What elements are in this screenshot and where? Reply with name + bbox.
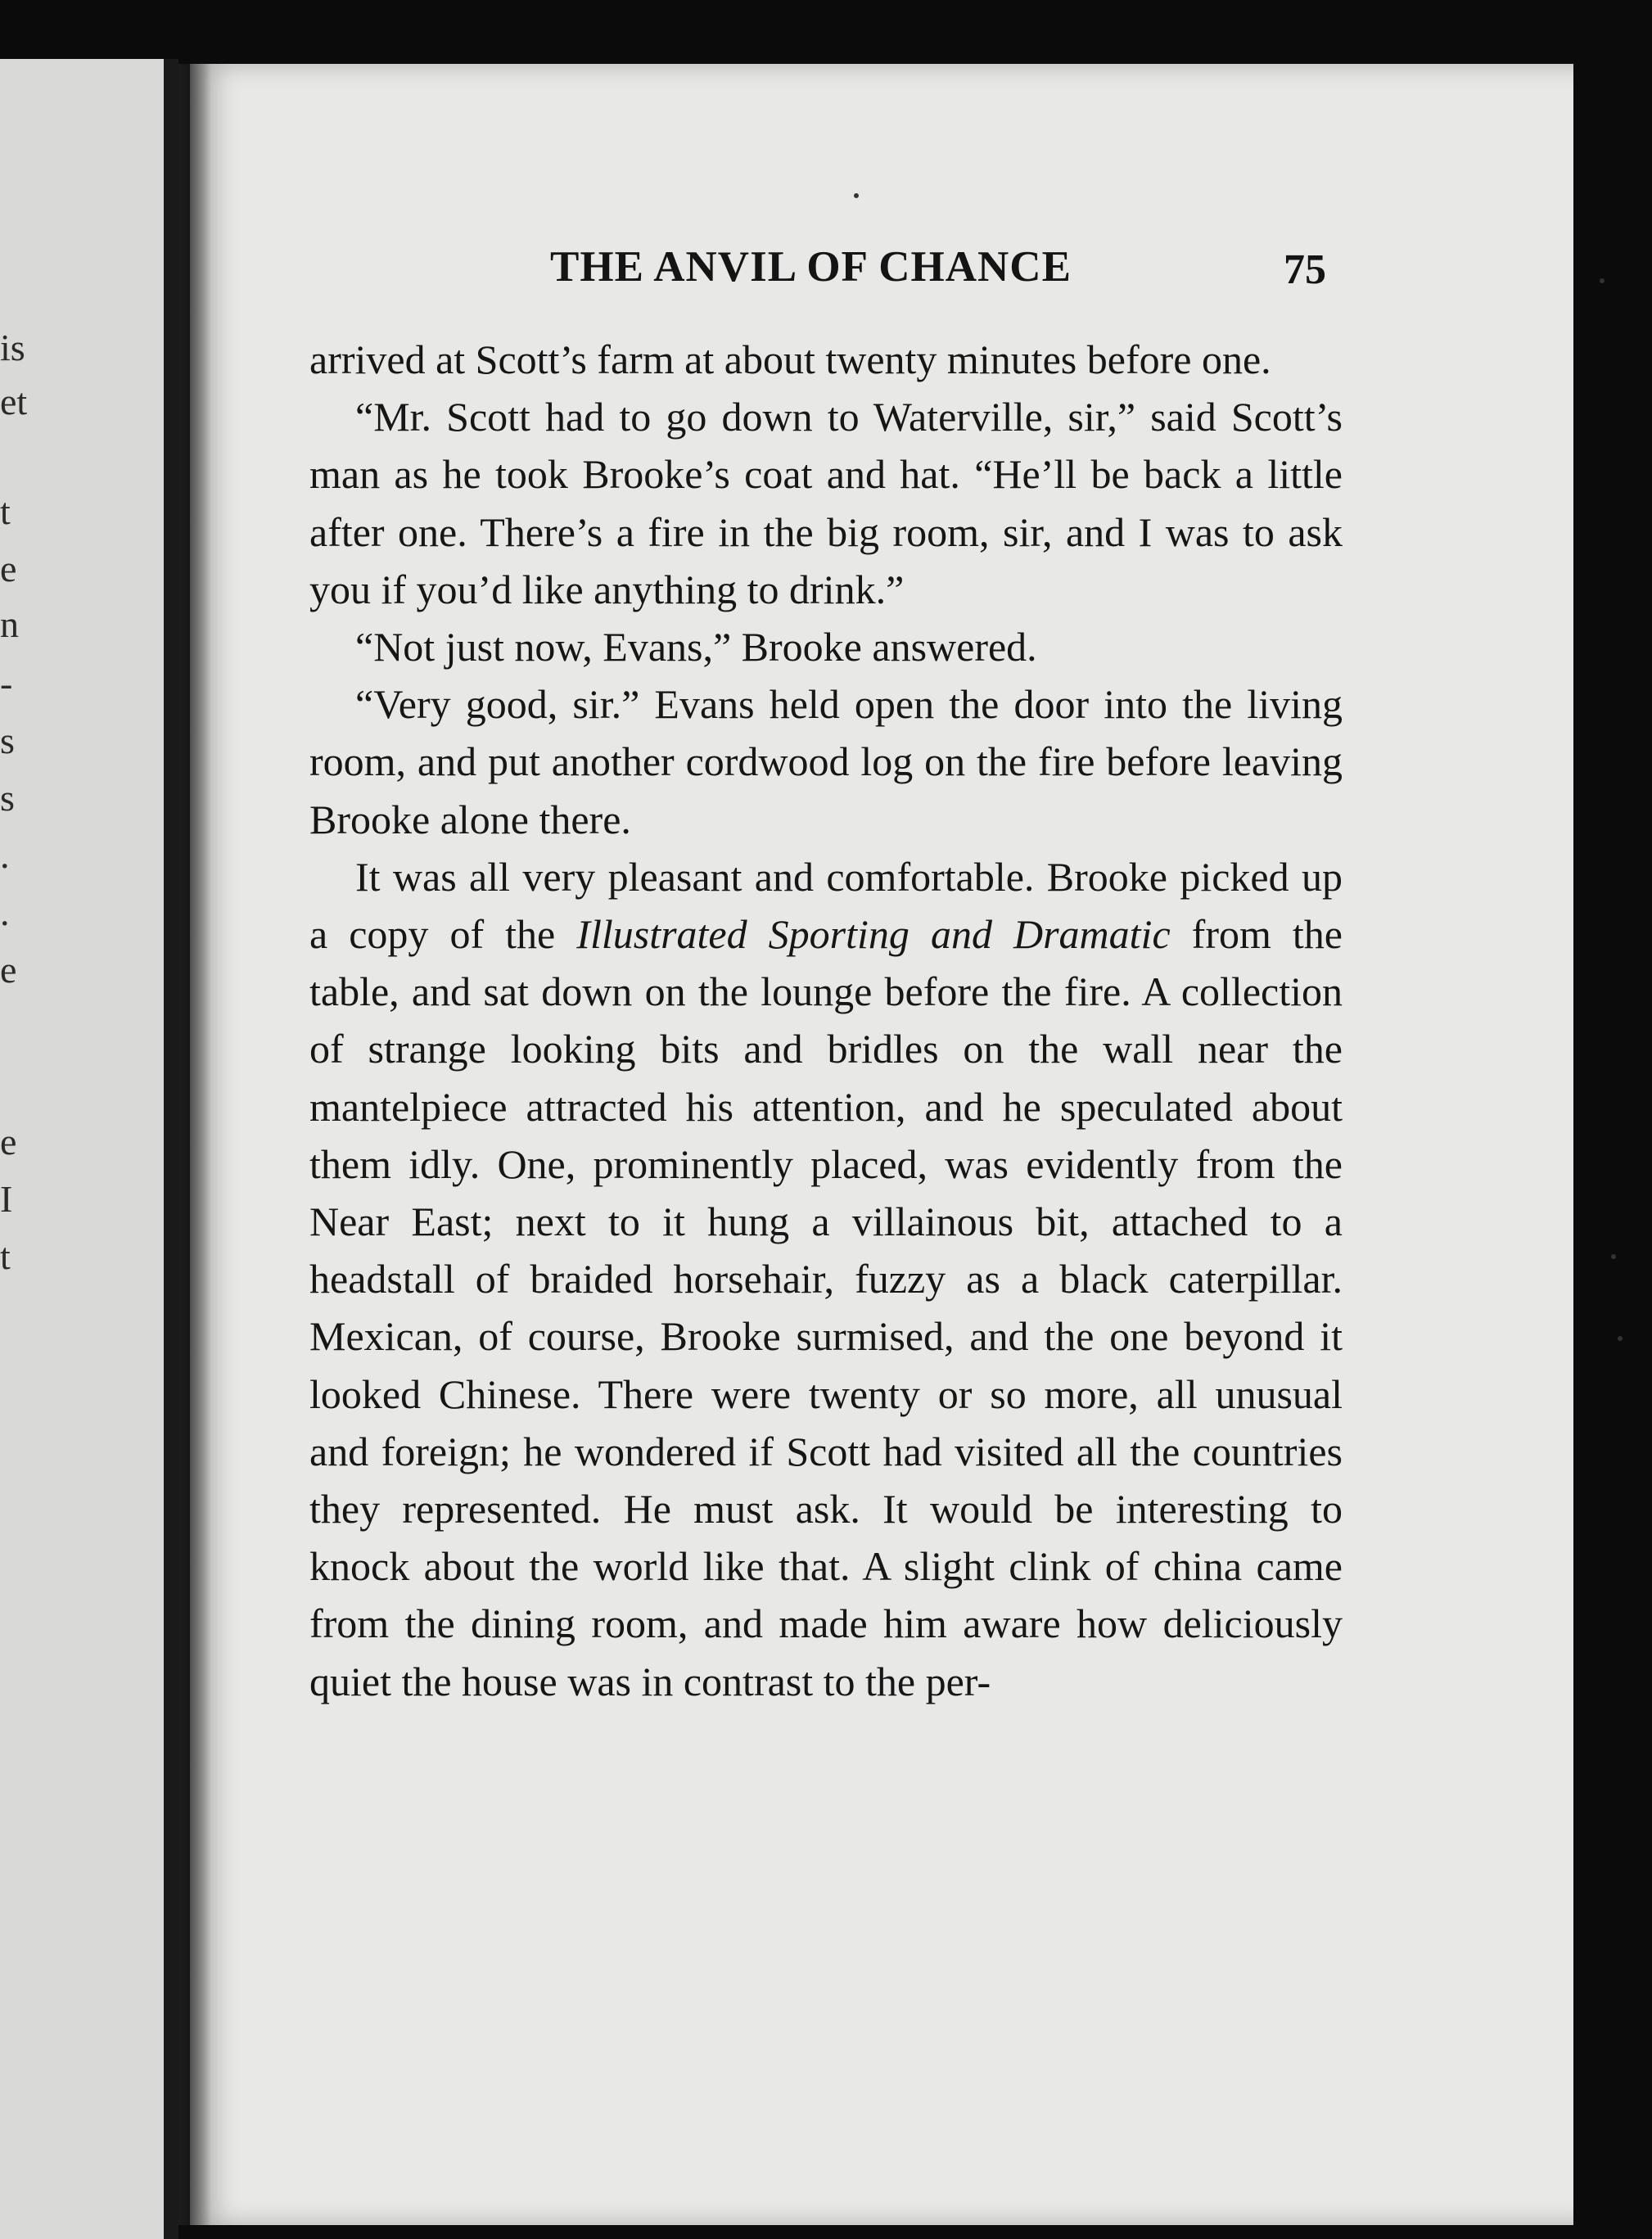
- paper-speck: [854, 193, 859, 198]
- running-header: THE ANVIL OF CHANCE: [550, 243, 1072, 291]
- gutter-shadow: [178, 64, 211, 2225]
- left-page-fragment: s: [0, 777, 15, 819]
- left-page-fragment: et: [0, 381, 28, 422]
- left-page-fragment: n: [0, 603, 19, 645]
- left-page-fragment: I: [0, 1178, 13, 1220]
- paragraph: “Very good, sir.” Evans held open the door into the living room, and put another cordwood log on the fire before leaving Brooke alone there.: [309, 681, 1343, 842]
- paragraph-text: from the table, and sat down on the lounge before the fire. A collection of strange looking bits and bridles on the wall near the mantelpiece attracted his attention, and he speculated about them idly. One, prominently placed, was evidently from the Near East; next to it hung a villainous bit, attached to a headstall of braided horsehair, fuzzy as a black caterpillar. Mexican, of course, Brooke surmised, and the one beyond it looked Chinese. There were twenty or so more, all unusual and foreign; he wondered if Scott had visited all the countries they represented. He must ask. It would be interesting to knock about the world like that. A slight clink of china came from the dining room, and made him aware how deliciously quiet the house was in contrast to the per-: [309, 911, 1343, 1704]
- left-page-fragment: .: [0, 834, 10, 876]
- left-page-fragment: t: [0, 490, 11, 532]
- page-number: 75: [1284, 246, 1326, 293]
- paragraph: arrived at Scott’s farm at about twenty minutes before one.: [309, 336, 1271, 382]
- paper-speck: [1600, 278, 1605, 283]
- left-page-fragment: e: [0, 949, 17, 991]
- paragraph: [309, 848, 1343, 1710]
- left-page-fragment: e: [0, 548, 17, 589]
- left-page-fragment: s: [0, 720, 15, 761]
- paragraph-text: It was all very pleasant and comfortable. Brooke picked up a copy of the: [309, 853, 1343, 958]
- scan-border: [1573, 64, 1652, 2239]
- magazine-title: Illustrated Sporting and Dramatic: [576, 911, 1171, 958]
- paper-speck: [1611, 1254, 1616, 1259]
- left-facing-page: [0, 59, 178, 2239]
- paragraph: “Not just now, Evans,” Brooke answered.: [355, 624, 1037, 670]
- left-page-fragment: is: [0, 327, 25, 368]
- body-text: [309, 331, 1343, 1710]
- left-page-fragment: -: [0, 662, 13, 704]
- left-page-fragment: .: [0, 892, 10, 933]
- paper-speck: [1618, 1336, 1623, 1341]
- left-page-fragment: t: [0, 1235, 11, 1277]
- left-page-fragment: e: [0, 1121, 17, 1162]
- paragraph: “Mr. Scott had to go down to Waterville, sir,” said Scott’s man as he took Brooke’s coat and hat. “He’ll be back a little after one. There’s a fire in the big room, sir, and I was to ask you if you’d like anything to drink.”: [309, 394, 1343, 612]
